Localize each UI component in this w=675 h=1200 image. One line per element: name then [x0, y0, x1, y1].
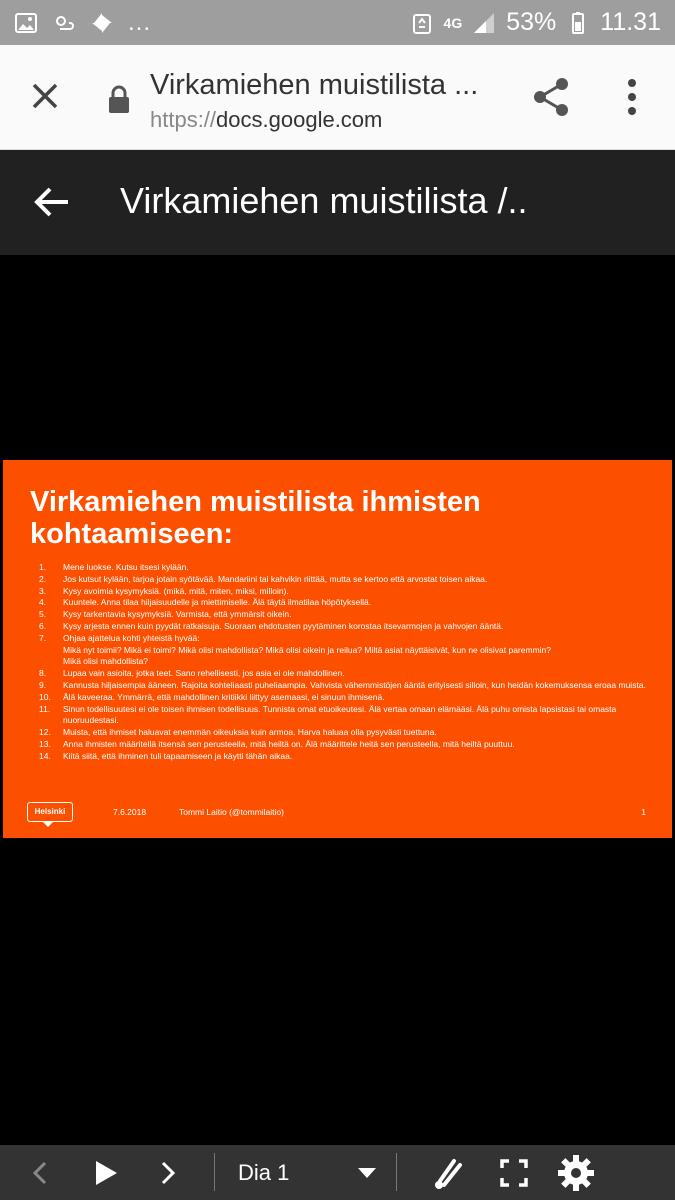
- checklist-item-number: 11.: [39, 703, 51, 714]
- next-slide-button[interactable]: [150, 1145, 186, 1200]
- slide: [3, 460, 672, 838]
- checklist-item-text: Kysy tarkentavia kysymyksiä. Varmista, että ymmärsit oikein.: [63, 609, 292, 620]
- divider: [396, 1153, 397, 1191]
- play-button[interactable]: [88, 1145, 124, 1200]
- laser-pointer-icon: [430, 1155, 466, 1191]
- back-arrow-icon[interactable]: [32, 182, 72, 222]
- checklist-item: [33, 668, 663, 680]
- checklist-item-number: 14.: [39, 750, 51, 761]
- helsinki-logo: Helsinki: [27, 802, 73, 822]
- checklist-item-number: 7.: [39, 632, 47, 643]
- previous-slide-button[interactable]: [22, 1145, 58, 1200]
- checklist-item-text: Lupaa vain asioita, jotka teet. Sano rehellisesti, jos asia ei ole mahdollinen.: [63, 668, 345, 679]
- checklist-item-number: 13.: [39, 738, 51, 749]
- checklist-item: [33, 597, 663, 609]
- checklist-item-text: Mene luokse. Kutsu itsesi kylään.: [63, 562, 189, 572]
- checklist-item-number: 2.: [39, 573, 47, 584]
- checklist-item: [33, 692, 663, 704]
- checklist-item-number: 6.: [39, 620, 47, 631]
- checklist-item: [33, 574, 663, 586]
- fullscreen-button[interactable]: [494, 1145, 534, 1200]
- checklist-item: [33, 562, 663, 574]
- checklist-item-number: 9.: [39, 679, 47, 690]
- recycle-icon: [410, 11, 434, 35]
- checklist-item-text: Kysy arjesta ennen kuin pyydät ratkaisuja. Suoraan ehdotusten pyytäminen korostaa itsevarmojen ja vahvojen ääntä.: [63, 620, 504, 631]
- slide-selector[interactable]: [238, 1145, 378, 1200]
- divider: [214, 1153, 215, 1191]
- document-title: Virkamiehen muistilista /..: [120, 180, 528, 221]
- gallery-icon: [14, 11, 38, 35]
- more-notifications: ...: [128, 8, 152, 36]
- slide-selector-label: Dia 1: [238, 1159, 290, 1185]
- checklist-item-number: 8.: [39, 668, 47, 679]
- checklist-item-number: 5.: [39, 609, 47, 620]
- checklist-item-text: Kannusta hiljaisempia ääneen. Rajoita kohteliaasti puheliaampia. Vahvista vähemmistöjen ääntä erityisesti silloin, kun heidän kokemuksensa eroaa muista.: [63, 679, 646, 690]
- url-address[interactable]: [150, 107, 382, 133]
- checklist-item-text: Muista, että ihmiset haluavat enemmän oikeuksia kuin armoa. Harva haluaa olla pysyvästi tuettuna.: [63, 727, 437, 738]
- checklist-item-number: 10.: [39, 691, 51, 702]
- checklist-item: [33, 609, 663, 621]
- slide-title: Virkamiehen muistilista ihmisten kohtaamiseen:: [30, 486, 481, 550]
- clock: 11.31: [600, 8, 661, 36]
- checklist-item: [33, 633, 663, 668]
- checklist: [33, 562, 663, 763]
- chevron-left-icon: [29, 1160, 51, 1186]
- checklist-item-number: 4.: [39, 597, 47, 608]
- checklist-item-text: Jos kutsut kylään, tarjoa jotain syötävää. Mandariini tai kahvikin riittää, mutta se kertoo että arvostat toisen aikaa.: [63, 573, 488, 584]
- slide-page-number: 1: [641, 807, 646, 817]
- network-type: 4G: [443, 14, 463, 31]
- fullscreen-icon: [499, 1158, 529, 1188]
- page-title[interactable]: Virkamiehen muistilista ...: [150, 69, 479, 101]
- checklist-item-text: Anna ihmisten määritellä itsensä sen perusteella, mitä heiltä on. Älä määrittele heitä sen perusteella, mitä heiltä puuttuu.: [63, 738, 515, 749]
- checklist-item-text: Kuuntele. Anna tilaa hiljaisuudelle ja miettimiselle. Älä täytä ilmatilaa höpötyksellä.: [63, 597, 372, 608]
- checklist-item-text: Ohjaa ajattelua kohti yhteistä hyvää: Mikä nyt toimii? Mikä ei toimi? Mikä olisi mahdollista? Mikä olisi oikein ja reilua? Miltä asiat näyttäisivät, kun ne olisivat paremmin? Mikä olisi mahdollista?: [63, 632, 551, 667]
- viewer-header: [0, 150, 675, 255]
- play-icon: [93, 1159, 119, 1187]
- dropdown-arrow-icon: [356, 1166, 378, 1180]
- url-domain: docs.google.com: [216, 107, 383, 132]
- checklist-item-number: 1.: [39, 562, 47, 572]
- presentation-controls: [0, 1145, 675, 1200]
- checklist-item-text: Kysy avoimia kysymyksiä. (mikä, mitä, miten, miksi, milloin).: [63, 585, 289, 596]
- pinwheel-icon: [90, 11, 114, 35]
- slide-date: 7.6.2018: [113, 807, 147, 817]
- status-bar: [0, 0, 675, 45]
- close-icon[interactable]: [24, 75, 66, 117]
- checklist-item: [33, 739, 663, 751]
- checklist-item: [33, 727, 663, 739]
- checklist-item: [33, 704, 663, 728]
- checklist-item: [33, 586, 663, 598]
- battery-icon: [566, 11, 590, 35]
- browser-toolbar: [0, 45, 675, 150]
- signal-icon: [472, 11, 496, 35]
- checklist-item-text: Kiitä siitä, että ihminen tuli tapaamiseen ja käytti tähän aikaa.: [63, 750, 293, 761]
- chevron-right-icon: [157, 1160, 179, 1186]
- lock-icon: [106, 85, 132, 115]
- laser-pointer-button[interactable]: [428, 1145, 468, 1200]
- checklist-item-number: 12.: [39, 727, 51, 738]
- checklist-item-text: Sinun todellisuutesi ei ole toisen ihmisen todellisuus. Tunnista omat etuoikeutesi. Älä vertaa omaan elämääsi. Älä puhu omista lapsistasi tai omasta nuoruudestasi.: [63, 703, 617, 726]
- slide-author: Tommi Laitio (@tommilaitio): [179, 807, 284, 817]
- url-protocol: https://: [150, 107, 217, 132]
- battery-percent: 53%: [506, 8, 557, 36]
- checklist-item-text: Älä kaveeraa. Ymmärrä, että mahdollinen kritiikki liittyy asemaasi, ei sinuun ihmisenä.: [63, 691, 385, 702]
- checklist-item-number: 3.: [39, 585, 47, 596]
- gear-icon: [557, 1154, 595, 1192]
- weather-icon: [52, 11, 76, 35]
- slide-footer: [3, 802, 672, 826]
- share-icon[interactable]: [530, 75, 574, 119]
- checklist-item: [33, 751, 663, 763]
- checklist-item: [33, 621, 663, 633]
- settings-button[interactable]: [554, 1145, 598, 1200]
- more-vert-icon[interactable]: [617, 75, 647, 119]
- checklist-item: [33, 680, 663, 692]
